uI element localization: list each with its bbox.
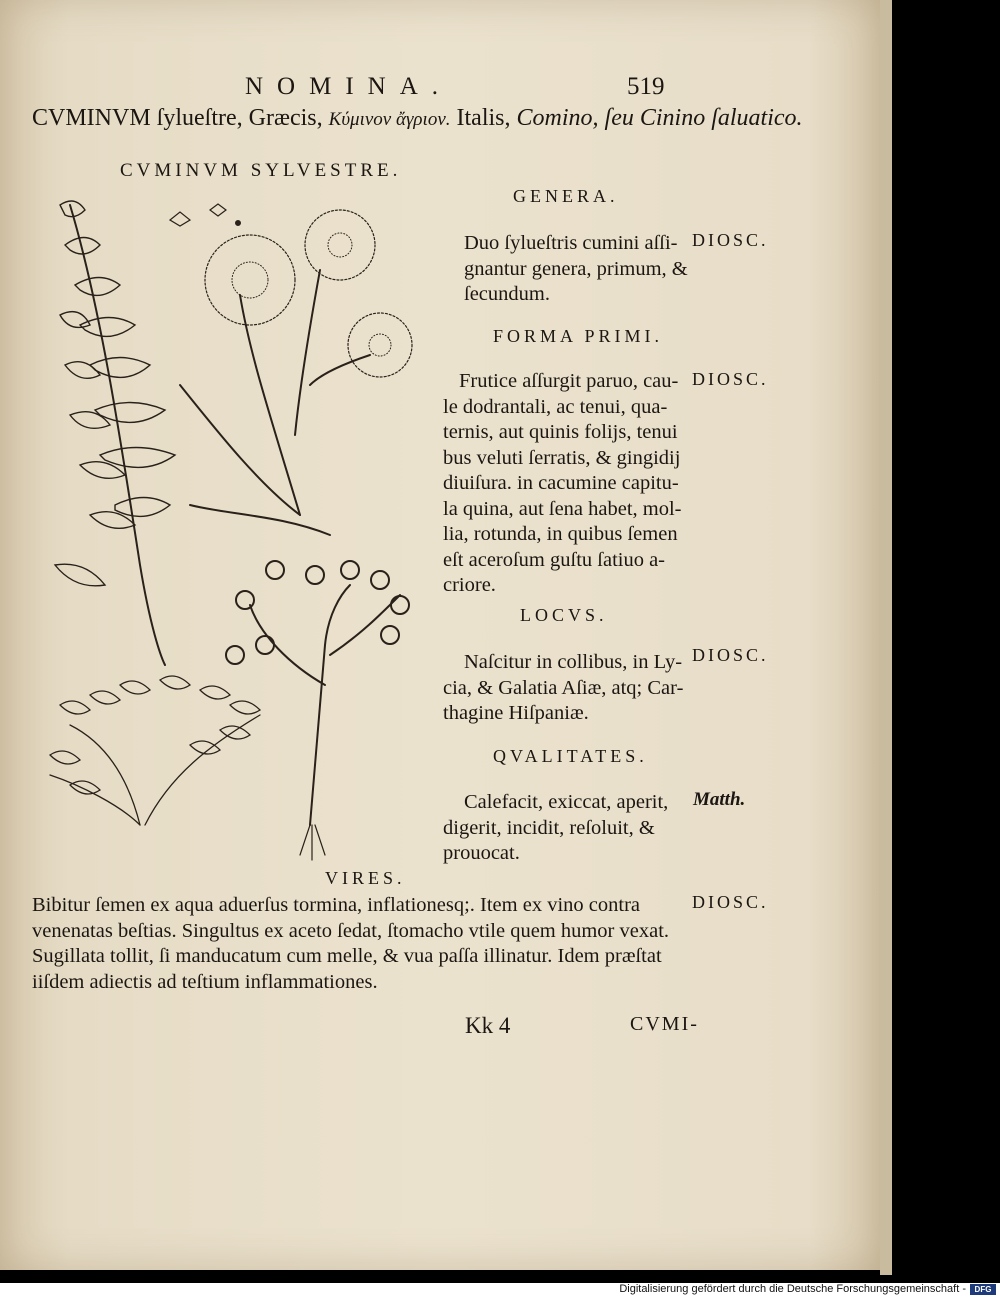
text-line: diuiſura. in cacumine capitu- bbox=[443, 472, 679, 494]
section-heading-locus: LOCVS. bbox=[520, 605, 608, 625]
fern-stalk bbox=[70, 205, 165, 665]
fern-leaves bbox=[55, 201, 175, 586]
text-line: eſt aceroſum guſtu ſatiuo a- bbox=[443, 548, 666, 571]
italian-names: Comino, ſeu Cinino ſaluatico. bbox=[516, 105, 803, 131]
vires-text bbox=[32, 893, 669, 995]
seed-head-2 bbox=[305, 210, 375, 280]
text-line: la quina, aut ſena habet, mol- bbox=[443, 497, 682, 520]
text-line: gnantur genera, primum, & bbox=[464, 257, 688, 280]
section-heading-vires: VIRES. bbox=[325, 868, 406, 888]
margin-note-vires: DIOSC. bbox=[692, 892, 769, 912]
text-line: bus veluti ſerratis, & gingidij bbox=[443, 446, 681, 469]
margin-note-locus: DIOSC. bbox=[692, 645, 769, 665]
text-line: venenatas beſtias. Singultus ex aceto ſedat, ſtomacho vtile quem humor vexat. bbox=[32, 919, 670, 942]
text-line: Frutice aſſurgit paruo, cau- bbox=[459, 370, 679, 392]
text-line: iiſdem adiectis ad teſtium inflammationes. bbox=[32, 970, 378, 993]
woodcut-illustration bbox=[40, 185, 420, 865]
footer-bar bbox=[0, 1283, 1000, 1297]
text-line: prouocat. bbox=[443, 842, 520, 864]
text-line: ſecundum. bbox=[464, 283, 550, 305]
text-line: lia, rotunda, in quibus ſemen bbox=[443, 523, 678, 545]
signature-mark: Kk 4 bbox=[465, 1013, 511, 1038]
text-line: ternis, aut quinis folijs, tenui bbox=[443, 421, 678, 443]
section-heading-qualitates: QVALITATES. bbox=[493, 746, 648, 766]
section-heading-forma: FORMA PRIMI. bbox=[493, 326, 664, 346]
text-line: cia, & Galatia Aſiæ, atq; Car- bbox=[443, 676, 684, 699]
locus-text bbox=[443, 650, 683, 727]
margin-note-genera: DIOSC. bbox=[692, 230, 769, 250]
catchword: CVMI- bbox=[630, 1013, 699, 1035]
seed-head-3 bbox=[348, 313, 412, 377]
footer-credit: Digitalisierung gefördert durch die Deutsche Forschungsgemeinschaft - bbox=[619, 1283, 966, 1295]
text-line: thagine Hiſpaniæ. bbox=[443, 702, 589, 724]
text-line: criore. bbox=[443, 574, 496, 596]
illustration-caption: CVMINVM SYLVESTRE. bbox=[120, 160, 402, 181]
text-line: Sugillata tollit, ſi manducatum cum melle, & vua paſſa illinatur. Idem præſtat bbox=[32, 945, 662, 967]
text-line: Bibitur ſemen ex aqua aduerſus tormina, inflationesq;. Item ex vino contra bbox=[32, 894, 640, 916]
section-heading-genera: GENERA. bbox=[513, 186, 619, 206]
text-line: Calefacit, exiccat, aperit, bbox=[464, 791, 669, 813]
margin-note-forma: DIOSC. bbox=[692, 369, 769, 389]
lower-fern bbox=[50, 676, 260, 825]
plant-title-line bbox=[32, 105, 803, 132]
page-edge bbox=[880, 0, 892, 1275]
greek-name: Κύμινον ἄγριον. bbox=[328, 109, 451, 130]
seed-head-1 bbox=[205, 235, 295, 325]
running-header: NOMINA. bbox=[245, 73, 453, 100]
qualitates-text bbox=[443, 790, 668, 867]
page-number: 519 bbox=[627, 73, 665, 100]
plant-name: CVMINVM ſylueſtre, Græcis, bbox=[32, 105, 323, 131]
margin-note-qualitates: Matth. bbox=[693, 789, 746, 810]
genera-text bbox=[464, 231, 688, 308]
text-line: Naſcitur in collibus, in Ly- bbox=[464, 651, 683, 673]
text-line: le dodrantali, ac tenui, qua- bbox=[443, 395, 668, 418]
dfg-logo: DFG bbox=[970, 1284, 996, 1295]
text-line: digerit, incidit, reſoluit, & bbox=[443, 816, 655, 839]
text-line: Duo ſylueſtris cumini aſſi- bbox=[464, 232, 678, 254]
forma-text bbox=[443, 369, 682, 599]
italis-label: Italis, bbox=[456, 105, 511, 131]
